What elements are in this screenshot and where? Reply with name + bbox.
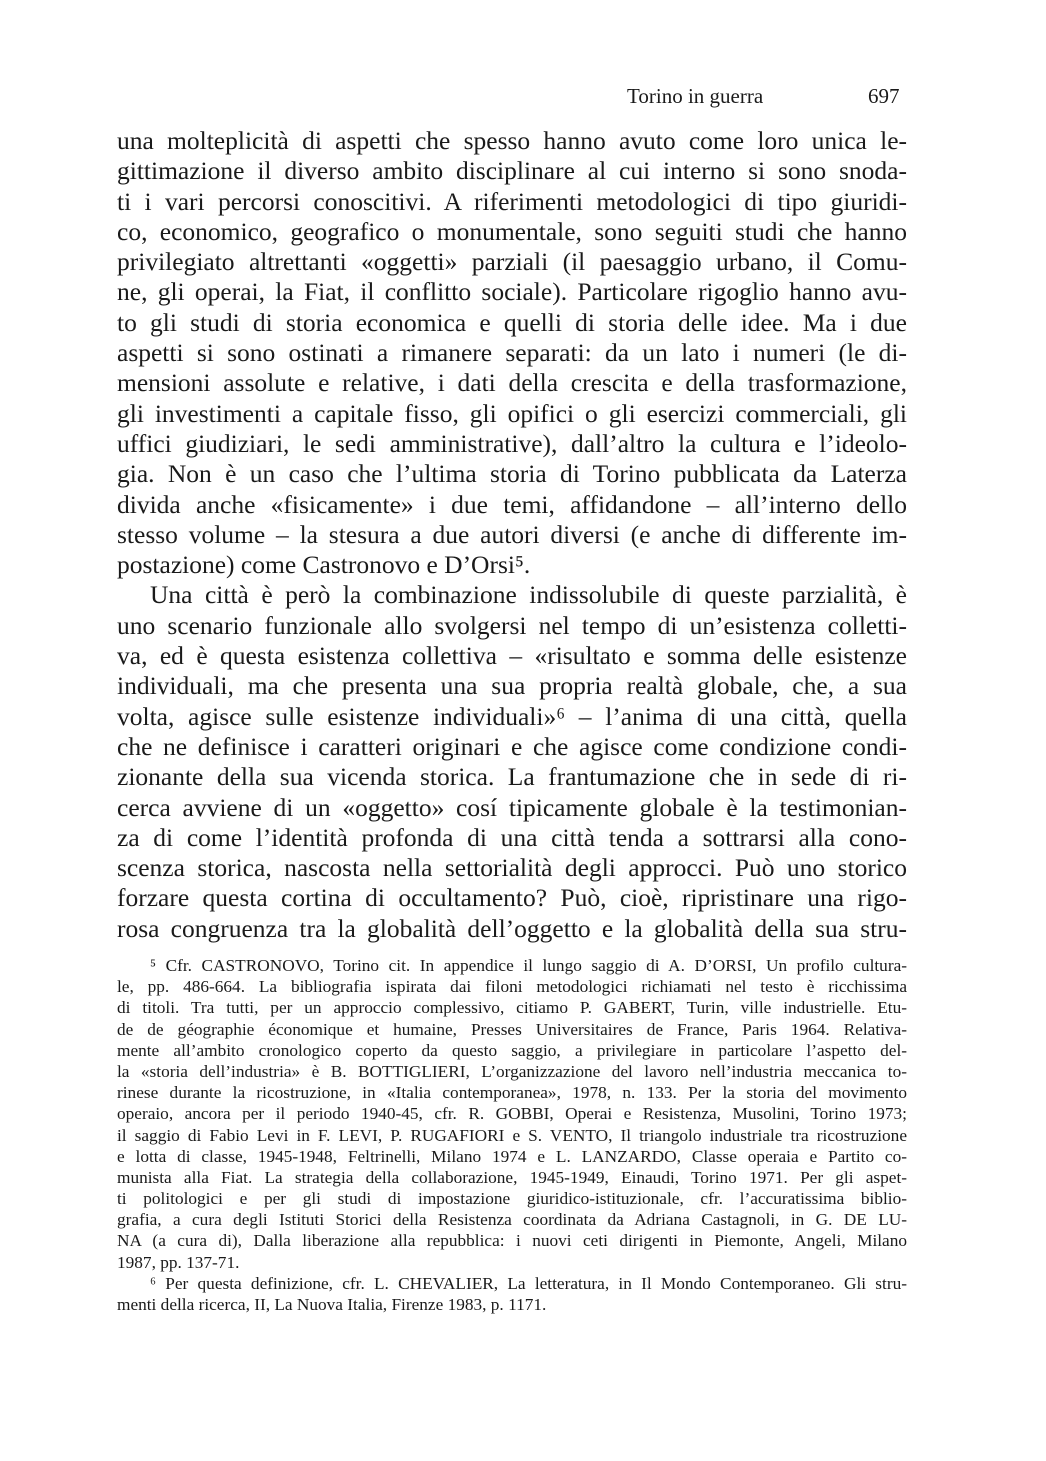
text-line: che ne definisce i caratteri originari e che agisce come condizione condi- — [117, 731, 907, 761]
text-line: to gli studi di storia economica e quelli di storia delle idee. Ma i due — [117, 307, 907, 337]
running-header — [0, 84, 1046, 114]
body-text — [117, 126, 907, 944]
footnote-line: grafia, a cura degli Istituti Storici della Resistenza coordinata da Adriana Castagnoli, in G. DE LU- — [117, 1210, 907, 1230]
text-line: postazione) come Castronovo e D’Orsi⁵. — [117, 550, 531, 580]
text-line: privilegiato altrettanti «oggetti» parziali (il paesaggio urbano, il Comu- — [117, 247, 907, 277]
footnote-line: ⁵ Cfr. CASTRONOVO, Torino cit. In appendice il lungo saggio di A. D’ORSI, Un profilo cultura- — [150, 956, 907, 975]
text-line: zionante della sua vicenda storica. La frantumazione che in sede di ri- — [117, 762, 907, 792]
text-line: va, ed è questa esistenza collettiva – «risultato e somma delle esistenze — [117, 641, 907, 671]
text-line: una molteplicità di aspetti che spesso hanno avuto come loro unica le- — [117, 126, 907, 155]
footnote-line: le, pp. 486-664. La bibliografia ispirata dai filoni metodologici richiamati nel testo è ricchissima — [117, 977, 907, 997]
footnote-line: munista alla Fiat. La strategia della collaborazione, 1945-1949, Einaudi, Torino 1971. Per gli aspet- — [117, 1167, 907, 1187]
text-line: gia. Non è un caso che l’ultima storia di Torino pubblicata da Laterza — [117, 459, 907, 489]
text-line: za di come l’identità profonda di una città tenda a sottrarsi alla cono- — [117, 822, 907, 852]
text-line: forzare questa cortina di occultamento? Può, cioè, ripristinare una rigo- — [117, 883, 907, 913]
footnote-line: il saggio di Fabio Levi in F. LEVI, P. RUGAFIORI e S. VENTO, Il triangolo industriale tra ricostruzione — [117, 1125, 907, 1145]
footnote-line: de de géographie économique et humaine, Presses Universitaires de France, Paris 1964. Relativa- — [117, 1019, 907, 1039]
footnote-line: ti politologici e per gli studi di impostazione giuridico-istituzionale, cfr. l’accuratissima biblio- — [117, 1189, 907, 1209]
footnote-line: NA (a cura di), Dalla liberazione alla repubblica: i nuovi ceti dirigenti in Piemonte, Angeli, Milano — [117, 1231, 907, 1251]
page-number: 697 — [868, 84, 900, 108]
text-line: ti i vari percorsi conoscitivi. A riferimenti metodologici di tipo giuridi- — [117, 186, 907, 216]
footnotes — [117, 955, 907, 1315]
footnote-line: e lotta di classe, 1945-1948, Feltrinelli, Milano 1974 e L. LANZARDO, Classe operaia e Partito co- — [117, 1146, 907, 1166]
running-title: Torino in guerra — [627, 84, 764, 108]
text-line: uffici giudiziari, le sedi amministrative), dall’altro la cultura e l’ideolo- — [117, 428, 907, 458]
footnote-line: ⁶ Per questa definizione, cfr. L. CHEVALIER, La letteratura, in Il Mondo Contemporaneo. Gli stru- — [150, 1273, 907, 1293]
text-line: aspetti si sono ostinati a rimanere separati: da un lato i numeri (le di- — [117, 338, 907, 368]
text-line: individuali, ma che presenta una sua propria realtà globale, che, a sua — [117, 671, 907, 701]
text-line: rosa congruenza tra la globalità dell’oggetto e la globalità della sua stru- — [117, 913, 907, 943]
footnote-line: 1987, pp. 137-71. — [117, 1252, 240, 1272]
text-line: stesso volume – la stesura a due autori diversi (e anche di differente im- — [117, 519, 907, 549]
footnote-line: rinese durante la ricostruzione, in «Italia contemporanea», 1978, n. 133. Per la storia del movimento — [117, 1083, 907, 1103]
footnote-line: la «storia dell’industria» è B. BOTTIGLIERI, L’organizzazione del lavoro nell’industria meccanica to- — [117, 1061, 907, 1081]
text-line: cerca avviene di un «oggetto» cosí tipicamente globale è la testimonian- — [117, 792, 907, 822]
text-line: mensioni assolute e relative, i dati della crescita e della trasformazione, — [117, 368, 907, 398]
footnote-line: mente all’ambito cronologico coperto da questo saggio, a privilegiare in particolare l’aspetto del- — [117, 1040, 907, 1060]
text-line: gittimazione il diverso ambito disciplinare al cui interno si sono snoda- — [117, 156, 907, 186]
text-line: ne, gli operai, la Fiat, il conflitto sociale). Particolare rigoglio hanno avu- — [117, 277, 907, 307]
text-line: gli investimenti a capitale fisso, gli opifici o gli esercizi commerciali, gli — [117, 398, 907, 428]
text-line: Una città è però la combinazione indissolubile di queste parzialità, è — [150, 580, 907, 610]
text-line: volta, agisce sulle esistenze individuali»⁶ – l’anima di una città, quella — [117, 701, 907, 731]
text-line: scenza storica, nascosta nella settorialità degli approcci. Può uno storico — [117, 853, 907, 883]
footnote-line: di titoli. Tra tutti, per un approccio complessivo, citiamo P. GABERT, Turin, ville industrielle. Etu- — [117, 998, 907, 1018]
text-line: uno scenario funzionale allo svolgersi nel tempo di un’esistenza colletti- — [117, 610, 907, 640]
footnote-line: operaio, ancora per il periodo 1940-45, cfr. R. GOBBI, Operai e Resistenza, Musolini, Torino 1973; — [117, 1104, 907, 1124]
footnote-line: menti della ricerca, II, La Nuova Italia, Firenze 1983, p. 1171. — [117, 1295, 547, 1314]
text-line: co, economico, geografico o monumentale, sono seguiti studi che hanno — [117, 216, 907, 246]
text-line: divida anche «fisicamente» i due temi, affidandone – all’interno dello — [117, 489, 907, 519]
